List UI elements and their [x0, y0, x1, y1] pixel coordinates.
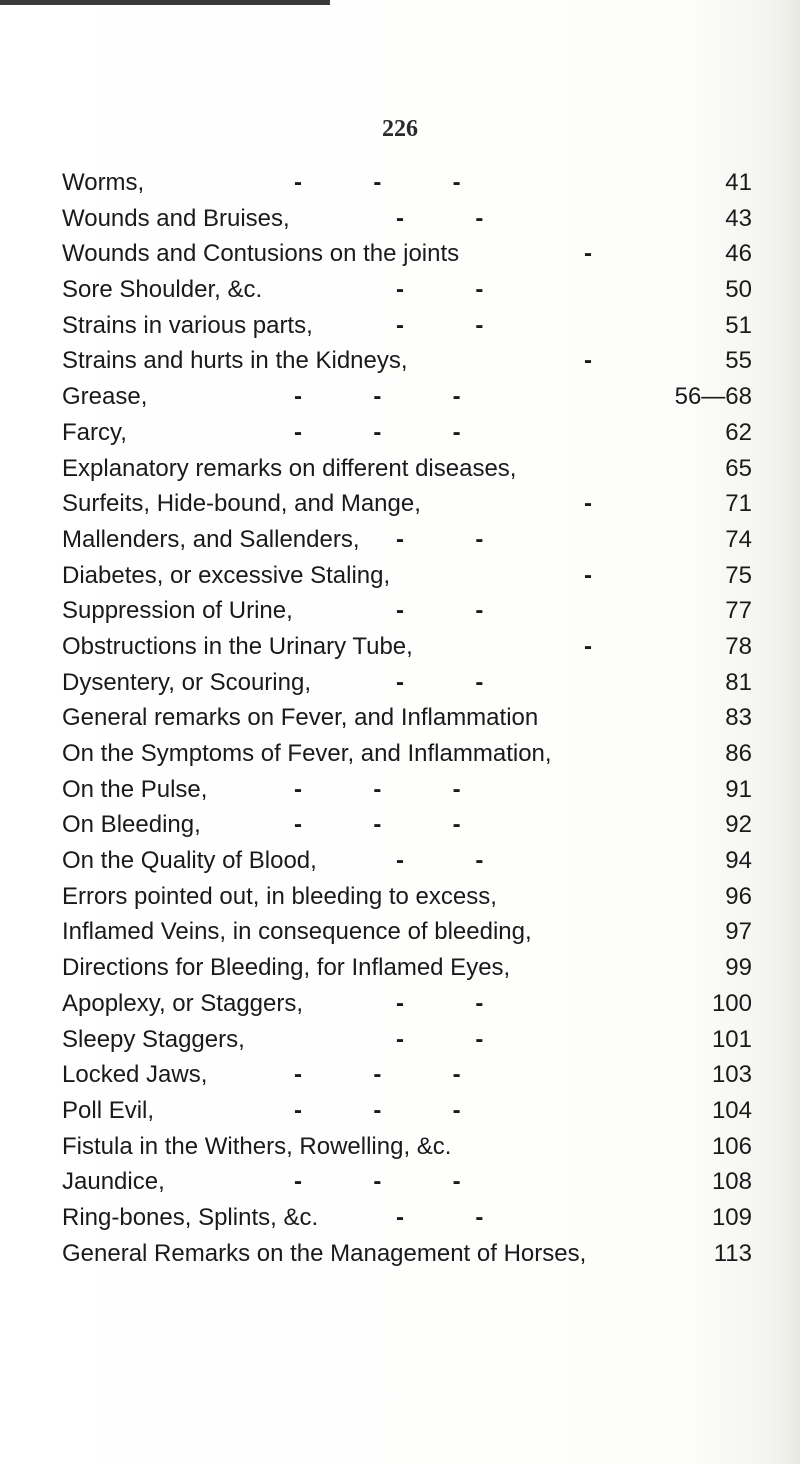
- toc-page-number: 86: [725, 740, 752, 767]
- toc-page-number: 77: [725, 597, 752, 625]
- toc-page-number: 104: [711, 1096, 752, 1124]
- toc-entry-title: Diabetes, or excessive Staling,: [62, 561, 391, 589]
- toc-page-number: 46: [725, 240, 752, 268]
- toc-entry: [62, 879, 752, 915]
- toc-leader-dashes: - - -: [294, 1096, 463, 1124]
- toc-leader-dashes: - -: [396, 1025, 486, 1053]
- toc-entry: [62, 665, 752, 701]
- toc-page-number: 56—68: [674, 383, 752, 411]
- toc-entry: [62, 201, 752, 237]
- toc-entry-title: General Remarks on the Management of Horses,: [62, 1239, 587, 1267]
- toc-entry-title: Fistula in the Withers, Rowelling, &c.: [62, 1132, 452, 1160]
- toc-entry-title: Wounds and Bruises,: [62, 204, 290, 232]
- toc-entry-title: Inflamed Veins, in consequence of bleeding,: [62, 918, 532, 946]
- toc-leader-dashes: - -: [396, 311, 486, 339]
- toc-page-number: 41: [725, 169, 752, 196]
- toc-leader-dashes: - - -: [294, 811, 463, 839]
- toc-page-number: 65: [725, 454, 752, 482]
- toc-entry: [62, 486, 752, 522]
- toc-page-number: 81: [725, 668, 752, 696]
- toc-entry-title: On the Pulse,: [62, 775, 208, 803]
- toc-entry-title: Jaundice,: [62, 1168, 165, 1196]
- toc-page-number: 100: [711, 989, 752, 1017]
- toc-entry-title: Locked Jaws,: [62, 1061, 208, 1089]
- toc-leader-dashes: - - -: [294, 775, 463, 803]
- toc-entry-title: Obstructions in the Urinary Tube,: [62, 632, 413, 660]
- toc-entry: [62, 843, 752, 879]
- toc-page-number: 62: [725, 418, 752, 446]
- toc-entry-title: Suppression of Urine,: [62, 597, 293, 625]
- toc-entry-title: Ring-bones, Splints, &c.: [62, 1203, 319, 1231]
- toc-entry-title: Explanatory remarks on different diseases,: [62, 454, 517, 482]
- toc-leader-dashes: -: [584, 490, 594, 518]
- toc-page-number: 55: [725, 347, 752, 375]
- toc-page-number: 92: [725, 811, 752, 839]
- table-of-contents: [62, 165, 752, 1271]
- toc-leader-dashes: - - -: [294, 1168, 463, 1196]
- toc-entry: [62, 1057, 752, 1093]
- toc-entry: [62, 522, 752, 558]
- toc-entry: [62, 415, 752, 451]
- toc-page-number: 75: [725, 561, 752, 589]
- toc-entry-title: Sore Shoulder, &c.: [62, 276, 263, 304]
- toc-page-number: 91: [725, 775, 752, 803]
- toc-page-number: 94: [725, 847, 752, 875]
- toc-leader-dashes: -: [584, 347, 594, 375]
- toc-entry: [62, 236, 752, 272]
- toc-entry-title: Strains and hurts in the Kidneys,: [62, 347, 408, 375]
- toc-entry-title: Grease,: [62, 383, 148, 411]
- toc-entry-title: Worms,: [62, 169, 145, 196]
- toc-entry-title: Wounds and Contusions on the joints: [62, 240, 460, 268]
- toc-entry: [62, 950, 752, 986]
- toc-page-number: 97: [725, 918, 752, 946]
- toc-page-number: 103: [711, 1061, 752, 1089]
- toc-entry-title: Errors pointed out, in bleeding to excess,: [62, 882, 497, 910]
- toc-page-number: 71: [725, 490, 752, 518]
- toc-entry: [62, 558, 752, 594]
- toc-entry-title: On Bleeding,: [62, 811, 201, 839]
- toc-leader-dashes: - -: [396, 668, 486, 696]
- toc-entry-title: General remarks on Fever, and Inflammation: [62, 704, 539, 732]
- toc-entry-title: Farcy,: [62, 418, 127, 446]
- toc-entry: [62, 914, 752, 950]
- toc-leader-dashes: - - -: [294, 383, 463, 411]
- toc-entry-title: Dysentery, or Scouring,: [62, 668, 311, 696]
- toc-entry-title: On the Quality of Blood,: [62, 847, 317, 875]
- toc-page-number: 106: [711, 1132, 752, 1160]
- toc-page-number: 96: [725, 882, 752, 910]
- toc-page-number: 43: [725, 204, 752, 232]
- toc-page-number: 78: [725, 632, 752, 660]
- toc-entry-title: On the Symptoms of Fever, and Inflammation,: [62, 740, 552, 767]
- toc-entry: [62, 736, 752, 772]
- toc-entry-title: Poll Evil,: [62, 1096, 155, 1124]
- toc-page-number: 50: [725, 276, 752, 304]
- toc-leader-dashes: -: [584, 240, 594, 268]
- toc-entry: [62, 629, 752, 665]
- toc-page-number: 108: [711, 1168, 752, 1196]
- toc-entry-title: Apoplexy, or Staggers,: [62, 989, 304, 1017]
- toc-leader-dashes: - -: [396, 847, 486, 875]
- toc-entry: [62, 379, 752, 415]
- toc-entry: [62, 451, 752, 487]
- toc-page-number: 109: [711, 1203, 752, 1231]
- toc-leader-dashes: - - -: [294, 1061, 463, 1089]
- toc-entry: [62, 1022, 752, 1058]
- toc-entry: [62, 1164, 752, 1200]
- toc-leader-dashes: - -: [396, 1203, 486, 1231]
- toc-entry: [62, 343, 752, 379]
- toc-entry-title: Directions for Bleeding, for Inflamed Eyes,: [62, 954, 511, 982]
- top-rule: [0, 0, 330, 5]
- toc-leader-dashes: - -: [396, 525, 486, 553]
- toc-entry-title: Mallenders, and Sallenders,: [62, 525, 360, 553]
- toc-page-number: 51: [725, 311, 752, 339]
- toc-entry: [62, 700, 752, 736]
- toc-entry: [62, 272, 752, 308]
- toc-page-number: 113: [713, 1239, 752, 1267]
- toc-entry: [62, 807, 752, 843]
- toc-entry: [62, 308, 752, 344]
- toc-entry: [62, 1093, 752, 1129]
- toc-page-number: 101: [711, 1025, 752, 1053]
- toc-leader-dashes: - -: [396, 989, 486, 1017]
- toc-leader-dashes: - - -: [294, 169, 463, 196]
- toc-entry: [62, 165, 752, 201]
- page-number: 226: [382, 116, 418, 142]
- toc-entry-title: Strains in various parts,: [62, 311, 313, 339]
- toc-leader-dashes: - - -: [294, 418, 463, 446]
- toc-entry: [62, 986, 752, 1022]
- toc-leader-dashes: - -: [396, 204, 486, 232]
- toc-entry: [62, 593, 752, 629]
- toc-entry: [62, 1236, 752, 1272]
- toc-page-number: 74: [725, 525, 752, 553]
- toc-leader-dashes: -: [584, 632, 594, 660]
- toc-page-number: 83: [725, 704, 752, 732]
- toc-leader-dashes: - -: [396, 597, 486, 625]
- toc-entry: [62, 772, 752, 808]
- toc-entry: [62, 1129, 752, 1165]
- toc-leader-dashes: - -: [396, 276, 486, 304]
- toc-page-number: 99: [725, 954, 752, 982]
- toc-leader-dashes: -: [584, 561, 594, 589]
- toc-entry-title: Sleepy Staggers,: [62, 1025, 245, 1053]
- toc-entry: [62, 1200, 752, 1236]
- toc-entry-title: Surfeits, Hide-bound, and Mange,: [62, 490, 421, 518]
